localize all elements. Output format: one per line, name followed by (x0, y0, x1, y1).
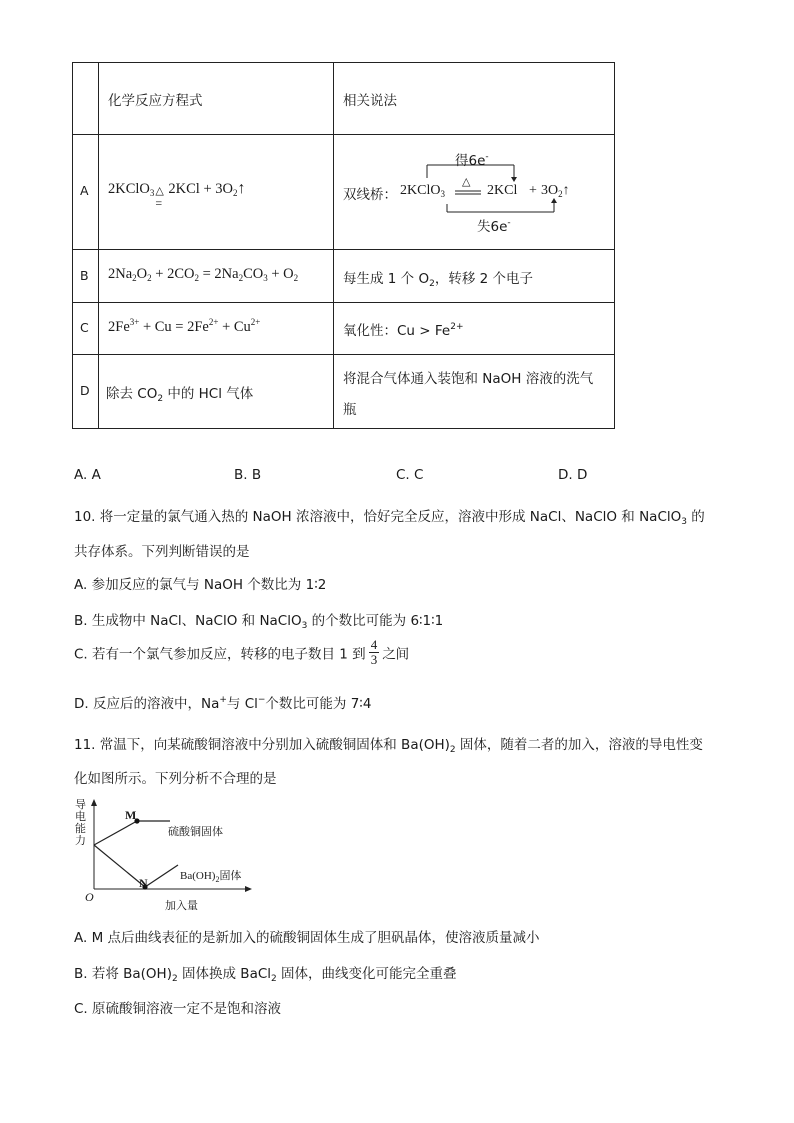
table-line (614, 62, 615, 429)
table-line (72, 302, 615, 303)
note-b: 每生成 1 个 $O_2$，转移 2 个电子 (343, 271, 533, 289)
table-line (333, 62, 334, 429)
table-line (72, 249, 615, 250)
table-line (72, 134, 615, 135)
table-line (72, 62, 73, 429)
q11-stem-line1: 11. 常温下，向某硫酸铜溶液中分别加入硫酸铜固体和 $Ba(OH)_2$ 固体，随着二者的加入，溶液的导电性变 (74, 737, 703, 755)
equation-b: $2Na_2O_2 + 2CO_2 = 2Na_2CO_3 + O_2$ (108, 266, 299, 283)
curve-baoh2-rise (145, 865, 178, 887)
table-line (72, 62, 615, 63)
q10-option-d[interactable]: D. 反应后的溶液中，Na+与 Cl−个数比可能为 7∶4 (74, 695, 372, 712)
row-letter-b: B (80, 268, 89, 283)
q9-option-d[interactable]: D. D (558, 467, 588, 483)
graph-label-cuso4: 硫酸铜固体 (168, 825, 223, 838)
q10-option-c[interactable]: C. 若有一个氯气参加反应，转移的电子数目 1 到 $\frac{4}{3}$ 之间 (74, 637, 410, 667)
q10-option-a[interactable]: A. 参加反应的氯气与 NaOH 个数比为 1∶2 (74, 577, 327, 593)
q11-stem-line2: 化如图所示。下列分析不合理的是 (74, 771, 277, 787)
table-header-equation: 化学反应方程式 (108, 93, 203, 109)
q10-stem-line2: 共存体系。下列判断错误的是 (74, 544, 250, 560)
q10-stem-line1: 10. 将一定量的氯气通入热的 NaOH 浓溶液中，恰好完全反应，溶液中形成 NaCl、NaClO 和 NaClO$_3$ 的 (74, 509, 705, 527)
table-header-notes: 相关说法 (343, 93, 397, 109)
bridge-loss-label: 失6e- (477, 218, 511, 235)
equation-a: 2KClO$_3$ △ = $2KCl + 3O_2↑$ (108, 180, 246, 210)
curve-cuso4-rise (94, 821, 137, 845)
equation-c: $2Fe^{3+} + Cu = 2Fe^{2+} + Cu^{2+}$ (108, 317, 261, 335)
table-line (72, 354, 615, 355)
graph-ylabel: 导 电 能 力 (75, 798, 86, 847)
q11-option-b[interactable]: B. 若将 $Ba(OH)_2$ 固体换成 BaCl$_2$ 固体，曲线变化可能完全重叠 (74, 966, 457, 984)
q11-option-c[interactable]: C. 原硫酸铜溶液一定不是饱和溶液 (74, 1001, 282, 1017)
graph-label-n: N (139, 876, 148, 890)
equation-d: 除去 $CO_2$ 中的 HCl 气体 (106, 386, 254, 404)
curve-baoh2-fall (94, 845, 145, 887)
row-letter-a: A (80, 183, 89, 198)
graph-origin: O (85, 890, 94, 904)
bridge-heat-symbol: △ (462, 176, 471, 188)
note-d-line2: 瓶 (343, 402, 357, 418)
q9-option-c[interactable]: C. C (396, 467, 424, 483)
bridge-lhs: 2KClO$_3$ (400, 183, 445, 199)
bridge-rhs1: 2KCl (487, 183, 518, 198)
row-letter-c: C (80, 320, 89, 335)
graph-label-baoh2: $Ba(OH)_2$固体 (180, 869, 242, 884)
bridge-plus: + (529, 183, 537, 198)
table-line (72, 428, 615, 429)
graph-xlabel: 加入量 (165, 899, 198, 912)
q10-option-b[interactable]: B. 生成物中 NaCl、NaClO 和 NaClO$_3$ 的个数比可能为 6∶1∶1 (74, 613, 444, 631)
graph-label-m: M (125, 808, 137, 822)
q9-option-a[interactable]: A. A (74, 467, 101, 483)
note-c: 氧化性：$Cu > Fe^{2+}$ (343, 322, 464, 339)
bridge-gain-label: 得6e- (455, 152, 489, 169)
fraction-four-thirds: $\frac{4}{3}$ (370, 637, 378, 667)
conductivity-graph (72, 797, 272, 915)
electron-bridge-diagram (397, 148, 597, 238)
table-line (98, 62, 99, 429)
bridge-prefix: 双线桥： (343, 187, 397, 203)
q9-option-b[interactable]: B. B (234, 467, 262, 483)
q11-option-a[interactable]: A. M 点后曲线表征的是新加入的硫酸铜固体生成了胆矾晶体，使溶液质量减小 (74, 930, 540, 946)
bridge-rhs2: $3O_2↑$ (541, 183, 570, 199)
row-letter-d: D (80, 383, 90, 398)
note-d-line1: 将混合气体通入装饱和 NaOH 溶液的洗气 (343, 371, 594, 387)
